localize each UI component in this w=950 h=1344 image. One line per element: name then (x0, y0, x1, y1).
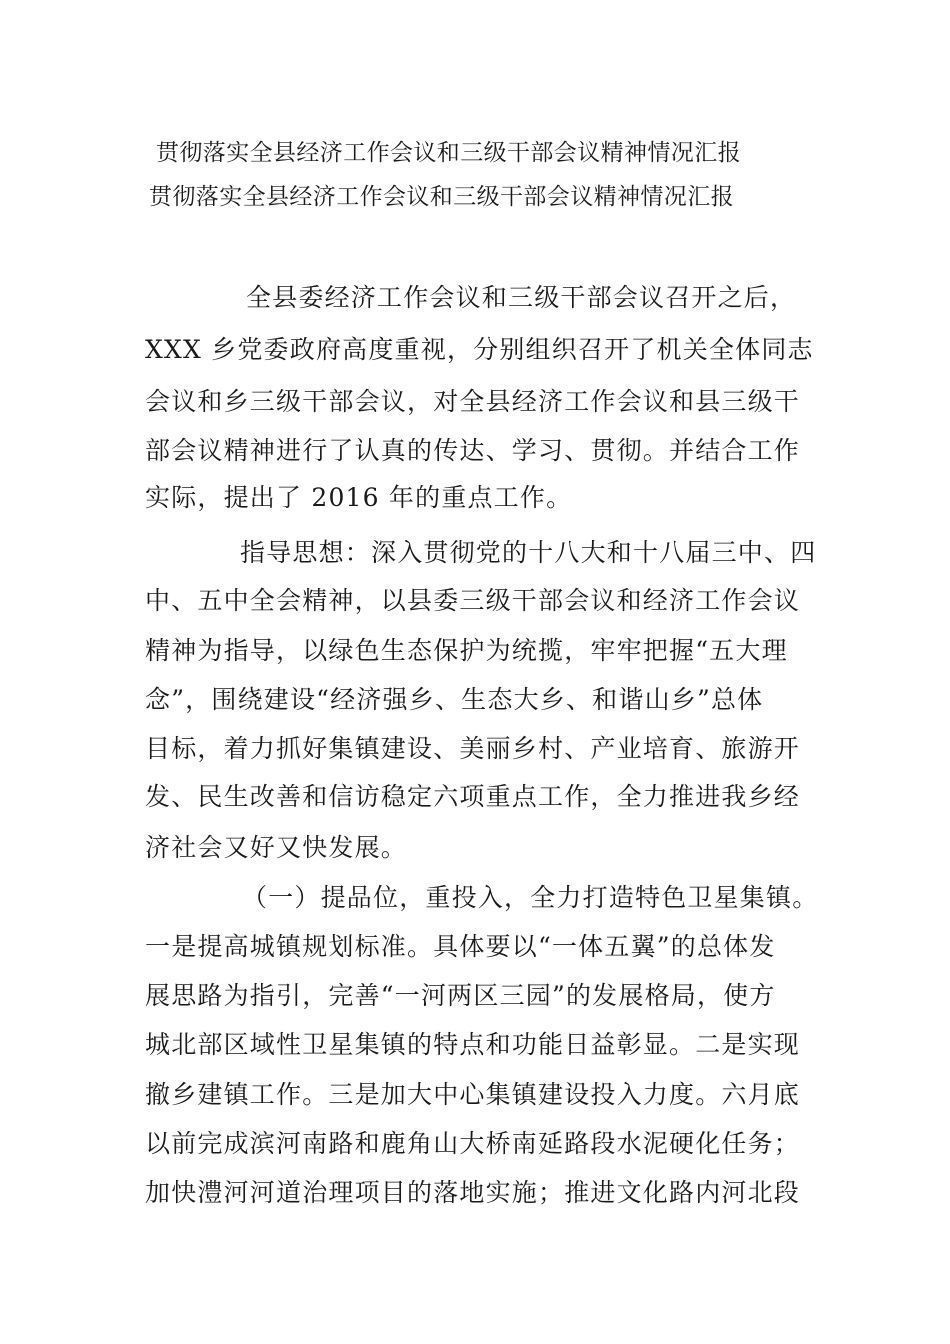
paragraph-line: 实际，提出了 2016 年的重点工作。 (145, 483, 573, 512)
paragraph-line: XXX 乡党委政府高度重视，分别组织召开了机关全体同志 (145, 335, 814, 364)
paragraph-line: 全县委经济工作会议和三级干部会议召开之后， (246, 283, 797, 312)
paragraph-line: 会议和乡三级干部会议，对全县经济工作会议和县三级干 (145, 387, 801, 416)
paragraph-line: 以前完成滨河南路和鹿角山大桥南延路段水泥硬化任务； (145, 1129, 801, 1158)
paragraph-line: （一）提品位，重投入，全力打造特色卫星集镇。 (242, 883, 819, 912)
paragraph-line: 济社会又好又快发展。 (145, 833, 408, 862)
document-title: 贯彻落实全县经济工作会议和三级干部会议精神情况汇报 (156, 140, 741, 166)
paragraph-line: 中、五中全会精神，以县委三级干部会议和经济工作会议 (145, 586, 801, 615)
paragraph-line: 加快澧河河道治理项目的落地实施；推进文化路内河北段 (145, 1178, 801, 1207)
paragraph-line: 发、民生改善和信访稳定六项重点工作，全力推进我乡经 (145, 782, 801, 811)
paragraph-line: 念”，围绕建设“经济强乡、生态大乡、和谐山乡”总体 (145, 685, 764, 714)
paragraph-line: 指导思想：深入贯彻党的十八大和十八届三中、四 (240, 538, 817, 567)
paragraph-line: 一是提高城镇规划标准。具体要以“一体五翼”的总体发 (145, 932, 776, 961)
paragraph-line: 目标，着力抓好集镇建设、美丽乡村、产业培育、旅游开 (145, 734, 801, 763)
document-title-repeat: 贯彻落实全县经济工作会议和三级干部会议精神情况汇报 (149, 184, 734, 210)
paragraph-line: 部会议精神进行了认真的传达、学习、贯彻。并结合工作 (145, 436, 801, 465)
paragraph-line: 撤乡建镇工作。三是加大中心集镇建设投入力度。六月底 (145, 1080, 801, 1109)
paragraph-line: 展思路为指引，完善“一河两区三园”的发展格局，使方 (145, 981, 776, 1010)
paragraph-line: 城北部区域性卫星集镇的特点和功能日益彰显。二是实现 (145, 1030, 801, 1059)
paragraph-line: 精神为指导，以绿色生态保护为统揽，牢牢把握“五大理 (145, 636, 788, 665)
